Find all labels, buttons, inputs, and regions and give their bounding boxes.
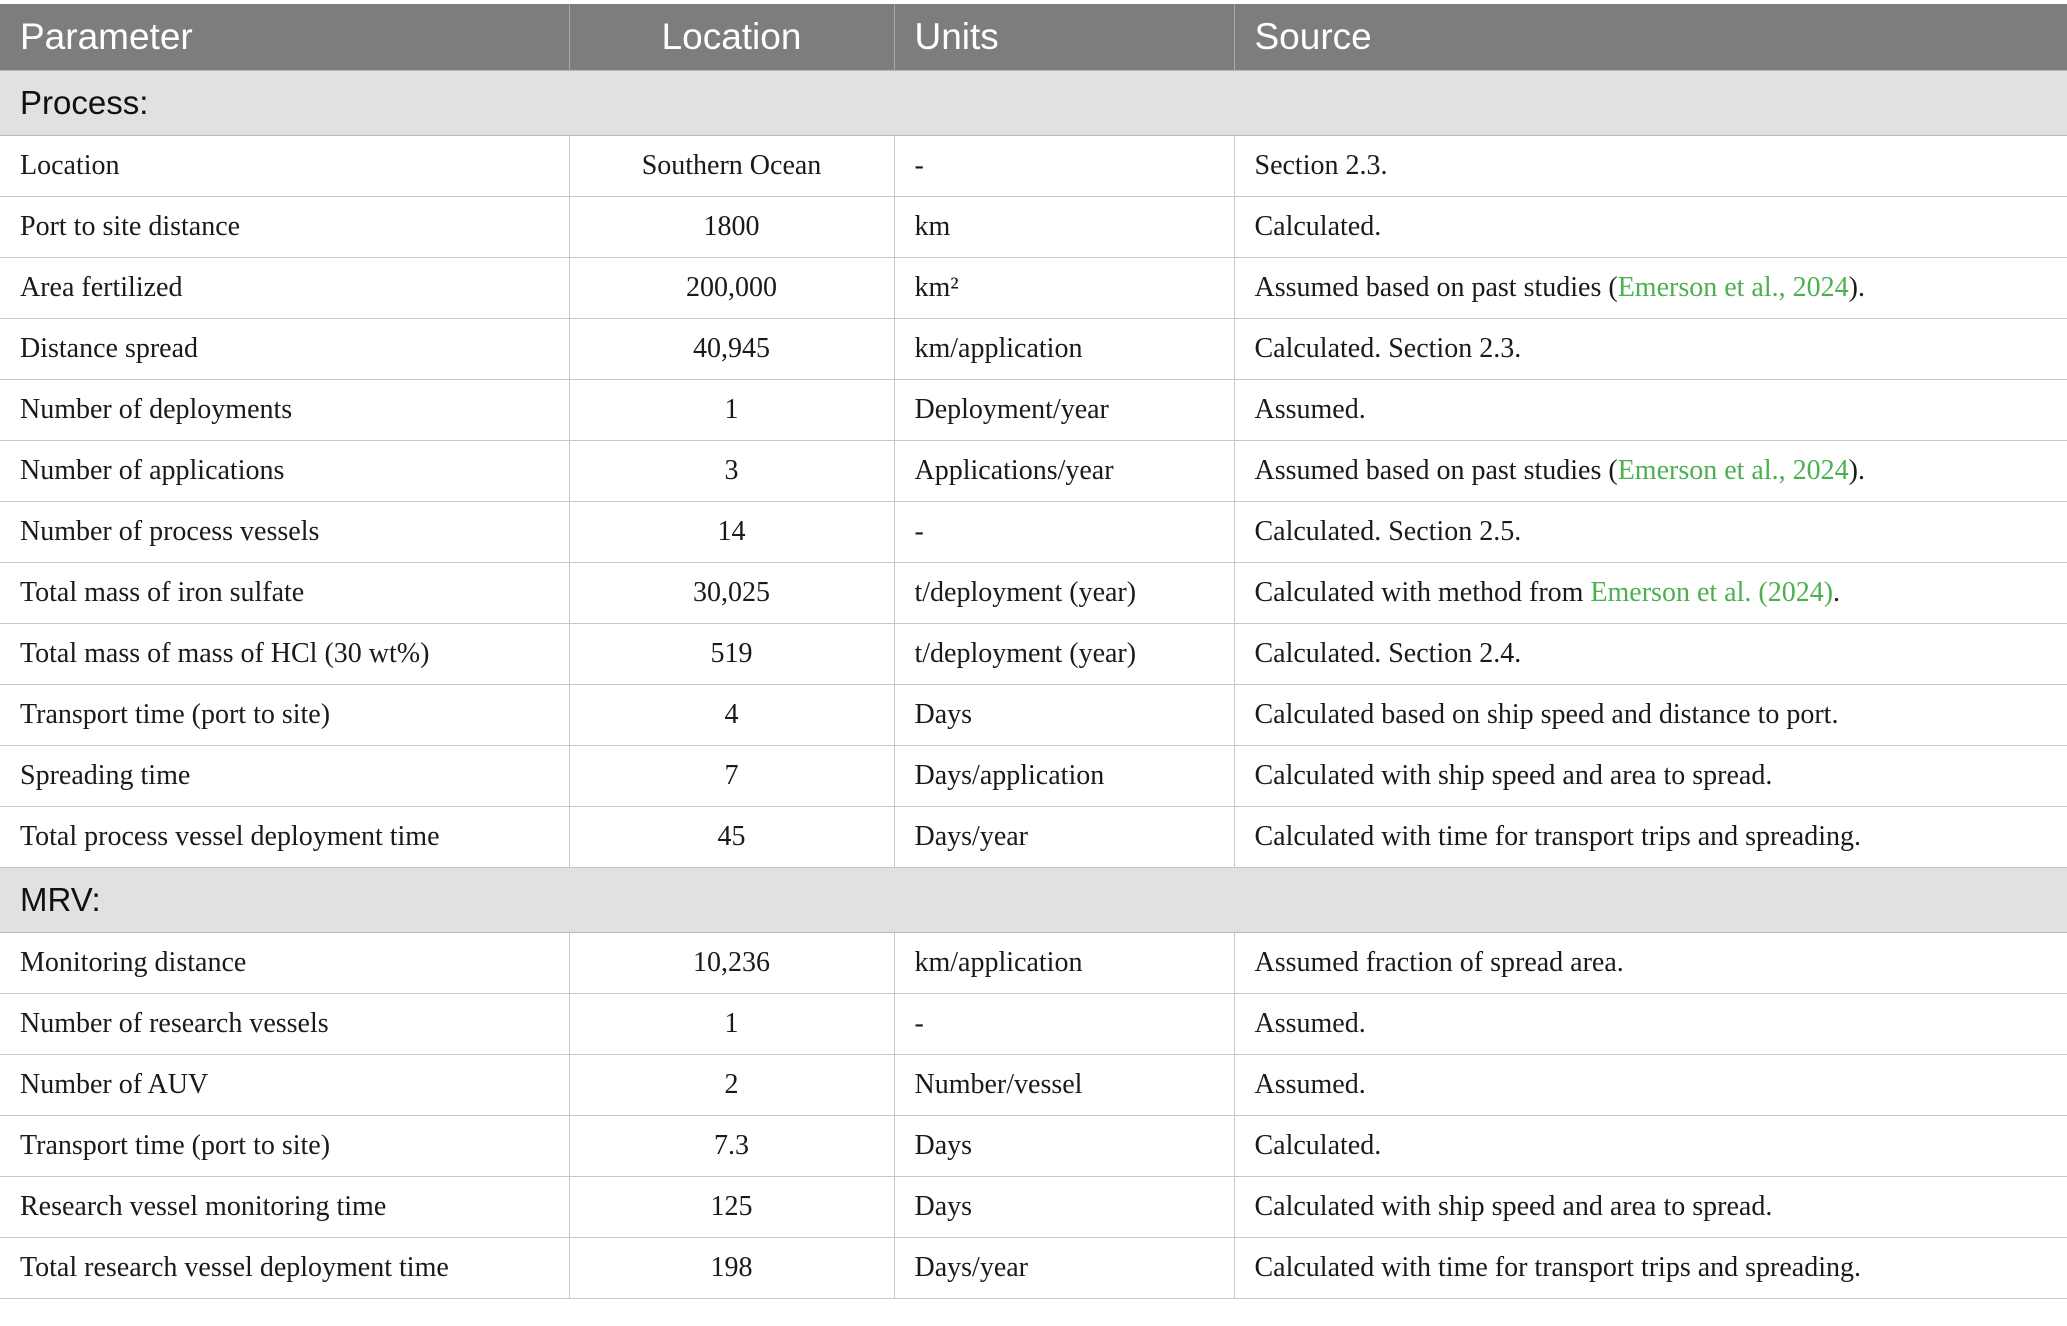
location-value-cell: 40,945: [569, 319, 894, 380]
location-value-cell: 7.3: [569, 1116, 894, 1177]
source-text: Section 2.3.: [1254, 150, 1388, 181]
source-cell: [1234, 1116, 2067, 1177]
parameter-cell: Spreading time: [0, 746, 569, 807]
section-title: Process:: [0, 71, 2067, 136]
units-cell: Deployment/year: [894, 380, 1234, 441]
source-cell: [1234, 807, 2067, 868]
table-row: [0, 197, 2067, 258]
location-value-cell: 198: [569, 1238, 894, 1299]
table-row: [0, 994, 2067, 1055]
units-cell: Days/year: [894, 1238, 1234, 1299]
table-row: [0, 1055, 2067, 1116]
table-row: [0, 685, 2067, 746]
section-row: [0, 868, 2067, 933]
source-cell: [1234, 1177, 2067, 1238]
source-text: ).: [1848, 455, 1865, 486]
source-text: Assumed.: [1254, 394, 1366, 425]
source-text: Calculated. Section 2.5.: [1254, 516, 1522, 547]
source-cell: [1234, 624, 2067, 685]
parameter-cell: Number of process vessels: [0, 502, 569, 563]
location-value-cell: 200,000: [569, 258, 894, 319]
units-cell: km/application: [894, 319, 1234, 380]
table-row: [0, 746, 2067, 807]
table-row: [0, 1238, 2067, 1299]
location-value-cell: 3: [569, 441, 894, 502]
location-value-cell: 30,025: [569, 563, 894, 624]
units-cell: -: [894, 994, 1234, 1055]
units-cell: Days: [894, 1116, 1234, 1177]
parameter-cell: Area fertilized: [0, 258, 569, 319]
source-text: Assumed fraction of spread area.: [1254, 947, 1624, 978]
location-value-cell: Southern Ocean: [569, 136, 894, 197]
parameter-cell: Transport time (port to site): [0, 1116, 569, 1177]
table-row: [0, 933, 2067, 994]
header-source: Source: [1234, 4, 2067, 71]
parameter-cell: Port to site distance: [0, 197, 569, 258]
parameter-cell: Number of deployments: [0, 380, 569, 441]
table-row: [0, 807, 2067, 868]
location-value-cell: 519: [569, 624, 894, 685]
source-text: Calculated with ship speed and area to spread.: [1254, 760, 1773, 791]
source-text: Calculated with ship speed and area to spread.: [1254, 1191, 1773, 1222]
source-text: Assumed.: [1254, 1008, 1366, 1039]
header-units: Units: [894, 4, 1234, 71]
table-row: [0, 380, 2067, 441]
units-cell: km²: [894, 258, 1234, 319]
source-text: Assumed based on past studies (: [1254, 455, 1618, 486]
table-row: [0, 1116, 2067, 1177]
table-row: [0, 1177, 2067, 1238]
source-text: Assumed.: [1254, 1069, 1366, 1100]
parameter-cell: Location: [0, 136, 569, 197]
source-cell: [1234, 441, 2067, 502]
source-cell: [1234, 1238, 2067, 1299]
location-value-cell: 1: [569, 380, 894, 441]
parameter-cell: Research vessel monitoring time: [0, 1177, 569, 1238]
source-text: .: [1833, 577, 1841, 608]
source-text: Calculated with method from: [1254, 577, 1591, 608]
citation-link[interactable]: Emerson et al., 2024: [1617, 455, 1849, 486]
source-text: Calculated based on ship speed and distance to port.: [1254, 699, 1839, 730]
units-cell: Number/vessel: [894, 1055, 1234, 1116]
location-value-cell: 4: [569, 685, 894, 746]
units-cell: Days: [894, 685, 1234, 746]
location-value-cell: 2: [569, 1055, 894, 1116]
source-cell: [1234, 933, 2067, 994]
location-value-cell: 1: [569, 994, 894, 1055]
citation-link[interactable]: Emerson et al., 2024: [1617, 272, 1849, 303]
units-cell: Days/application: [894, 746, 1234, 807]
section-row: [0, 71, 2067, 136]
parameter-cell: Total research vessel deployment time: [0, 1238, 569, 1299]
units-cell: km/application: [894, 933, 1234, 994]
table-row: [0, 502, 2067, 563]
source-text: Assumed based on past studies (: [1254, 272, 1618, 303]
parameter-cell: Distance spread: [0, 319, 569, 380]
source-cell: [1234, 319, 2067, 380]
units-cell: -: [894, 136, 1234, 197]
source-cell: [1234, 994, 2067, 1055]
source-text: Calculated with time for transport trips and spreading.: [1254, 1252, 1862, 1283]
citation-link[interactable]: Emerson et al. (2024): [1590, 577, 1834, 608]
header-parameter: Parameter: [0, 4, 569, 71]
table-row: [0, 136, 2067, 197]
table-header: [0, 4, 2067, 71]
location-value-cell: 7: [569, 746, 894, 807]
units-cell: km: [894, 197, 1234, 258]
source-text: Calculated. Section 2.3.: [1254, 333, 1522, 364]
source-text: Calculated.: [1254, 1130, 1382, 1161]
location-value-cell: 14: [569, 502, 894, 563]
location-value-cell: 10,236: [569, 933, 894, 994]
source-cell: [1234, 563, 2067, 624]
parameter-cell: Transport time (port to site): [0, 685, 569, 746]
section-title: MRV:: [0, 868, 2067, 933]
location-value-cell: 1800: [569, 197, 894, 258]
parameter-cell: Total mass of mass of HCl (30 wt%): [0, 624, 569, 685]
source-cell: [1234, 197, 2067, 258]
header-location: Location: [569, 4, 894, 71]
parameter-cell: Total mass of iron sulfate: [0, 563, 569, 624]
table-body: [0, 71, 2067, 1299]
source-text: Calculated with time for transport trips and spreading.: [1254, 821, 1862, 852]
parameter-cell: Number of research vessels: [0, 994, 569, 1055]
parameter-cell: Monitoring distance: [0, 933, 569, 994]
parameter-cell: Number of AUV: [0, 1055, 569, 1116]
table-row: [0, 441, 2067, 502]
table-row: [0, 258, 2067, 319]
table-row: [0, 624, 2067, 685]
source-cell: [1234, 258, 2067, 319]
source-cell: [1234, 380, 2067, 441]
parameter-cell: Number of applications: [0, 441, 569, 502]
units-cell: t/deployment (year): [894, 563, 1234, 624]
source-cell: [1234, 136, 2067, 197]
source-cell: [1234, 685, 2067, 746]
source-text: Calculated. Section 2.4.: [1254, 638, 1522, 669]
units-cell: -: [894, 502, 1234, 563]
location-value-cell: 45: [569, 807, 894, 868]
table-row: [0, 319, 2067, 380]
parameters-table: [0, 4, 2067, 1299]
source-cell: [1234, 746, 2067, 807]
table-row: [0, 563, 2067, 624]
location-value-cell: 125: [569, 1177, 894, 1238]
parameter-cell: Total process vessel deployment time: [0, 807, 569, 868]
units-cell: t/deployment (year): [894, 624, 1234, 685]
units-cell: Days/year: [894, 807, 1234, 868]
source-cell: [1234, 502, 2067, 563]
source-text: Calculated.: [1254, 211, 1382, 242]
units-cell: Days: [894, 1177, 1234, 1238]
units-cell: Applications/year: [894, 441, 1234, 502]
source-cell: [1234, 1055, 2067, 1116]
source-text: ).: [1848, 272, 1865, 303]
